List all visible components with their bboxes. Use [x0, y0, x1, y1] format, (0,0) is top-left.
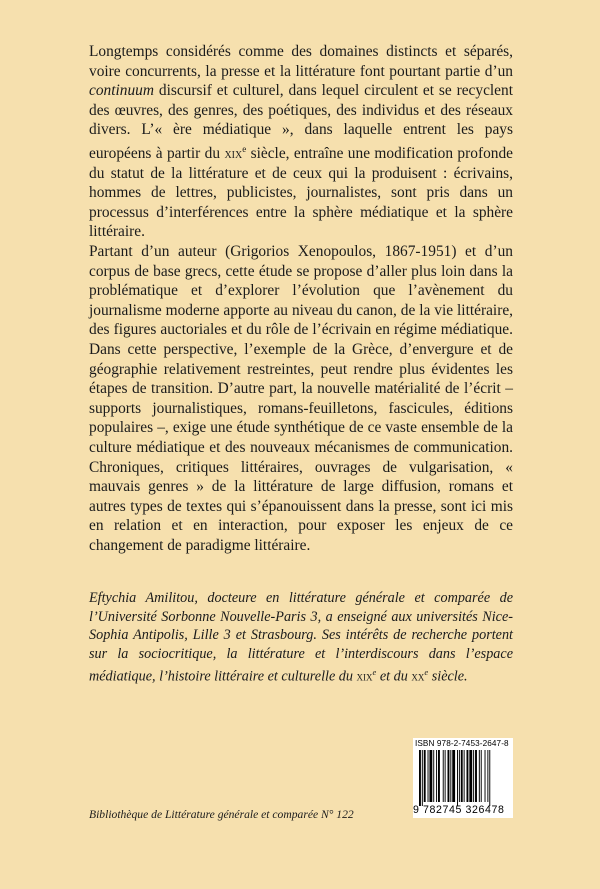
barcode-bar [479, 750, 480, 802]
barcode-bar [429, 750, 432, 802]
barcode-bars [419, 750, 511, 806]
century-superscript-19: e [372, 667, 377, 678]
barcode-bar [459, 750, 460, 802]
author-bio [89, 589, 513, 687]
barcode-bar [433, 750, 434, 802]
century-numeral-19: xix [356, 670, 373, 685]
author-bio-text-a: Eftychia Amilitou, docteure en littérature générale et comparée de l’Université Sorbonne Nouvelle-Paris 3, a enseigné aux universités Nice-Sophia Antipolis, Lille 3 et Strasbourg. Ses intérêts de recherche portent sur la sociocritique, la littérature et l’interdiscours dans l’espace médiatique, l’histoire littéraire et culturelle du [89, 590, 513, 686]
barcode-bar [485, 750, 486, 802]
barcode-bar [438, 750, 440, 802]
blurb-paragraph-2: Partant d’un auteur (Grigorios Xenopoulos, 1867-1951) et d’un corpus de base grecs, cette étude se propose d’aller plus loin dans la problématique et d’explorer l’évolution que l’avènement du journalisme moderne apporte au niveau du canon, de la vie littéraire, des figures auctoriales et du rôle de l’écrivain en régime médiatique. Dans cette perspective, l’exemple de la Grèce, d’envergure et de géographie relativement restreintes, peut rendre plus évidentes les étapes de transition. D’autre part, la nouvelle matérialité de l’écrit – supports journalistiques, romans-feuilletons, fascicules, éditions populaires –, exige une étude synthétique de ce vaste ensemble de la culture médiatique et des nouveaux mécanismes de communication. Chroniques, critiques littéraires, ouvrages de vulgarisation, « mauvais genres » de la littérature de large diffusion, romans et autres types de textes qui s’épanouissent dans la presse, sont ici mis en relation et en interaction, pour exposer les enjeux de ce changement de paradigme littéraire. [89, 243, 513, 554]
barcode [413, 738, 513, 818]
author-bio-text-c: siècle. [428, 669, 468, 686]
barcode-bar [419, 750, 421, 806]
barcode-bar [428, 750, 429, 802]
blurb-p1-emphasis: continuum [89, 82, 154, 100]
blurb-p1-text-c: discursif et culturel, dans lequel circulent et se recyclent des œuvres, des genres, des poétiques, des individus et des réseaux divers. L’« ère médiatique », dans laquelle entrent les pays européens à partir du [89, 82, 513, 163]
barcode-bar [461, 750, 463, 802]
barcode-bar [452, 750, 455, 802]
blurb-p1-text-a: Longtemps considérés comme des domaines distincts et séparés, voire concurrents, la presse et la littérature font pourtant partie d’un [89, 43, 513, 80]
barcode-bar [464, 750, 465, 802]
barcode-bar [469, 750, 472, 802]
ean-digits: 9 782745 326478 [413, 804, 505, 816]
barcode-bar [436, 750, 437, 802]
barcode-bar [481, 750, 482, 802]
barcode-bar [473, 750, 474, 802]
blurb-p1-text-d: siècle, entraîne une modification profonde du statut de la littérature et de ceux qui la produisent : écrivains, hommes de lettres, publicistes, journalistes, sont pris dans un processus d’interférences entre la sphère médiatique et la sphère littéraire. [89, 145, 513, 241]
isbn-label: ISBN 978-2-7453-2647-8 [415, 739, 509, 748]
barcode-bar [467, 750, 469, 802]
barcode-bar [450, 750, 451, 802]
barcode-bar [457, 750, 458, 806]
blurb [89, 42, 513, 556]
series-title: Bibliothèque de Littérature générale et comparée N° 122 [89, 808, 354, 821]
barcode-bar [489, 750, 490, 806]
barcode-bar [475, 750, 477, 802]
century-numeral: xix [224, 146, 243, 162]
blurb-paragraph-1 [89, 42, 513, 242]
author-bio-text-b: et du [376, 669, 412, 686]
barcode-bar [487, 750, 488, 802]
century-superscript-20: e [424, 667, 429, 678]
century-superscript: e [242, 143, 247, 154]
barcode-bar [443, 750, 444, 802]
century-numeral-20: xx [411, 670, 425, 685]
barcode-bar [424, 750, 426, 802]
barcode-bar [445, 750, 446, 802]
barcode-bar [422, 750, 423, 806]
barcode-bar [448, 750, 450, 802]
